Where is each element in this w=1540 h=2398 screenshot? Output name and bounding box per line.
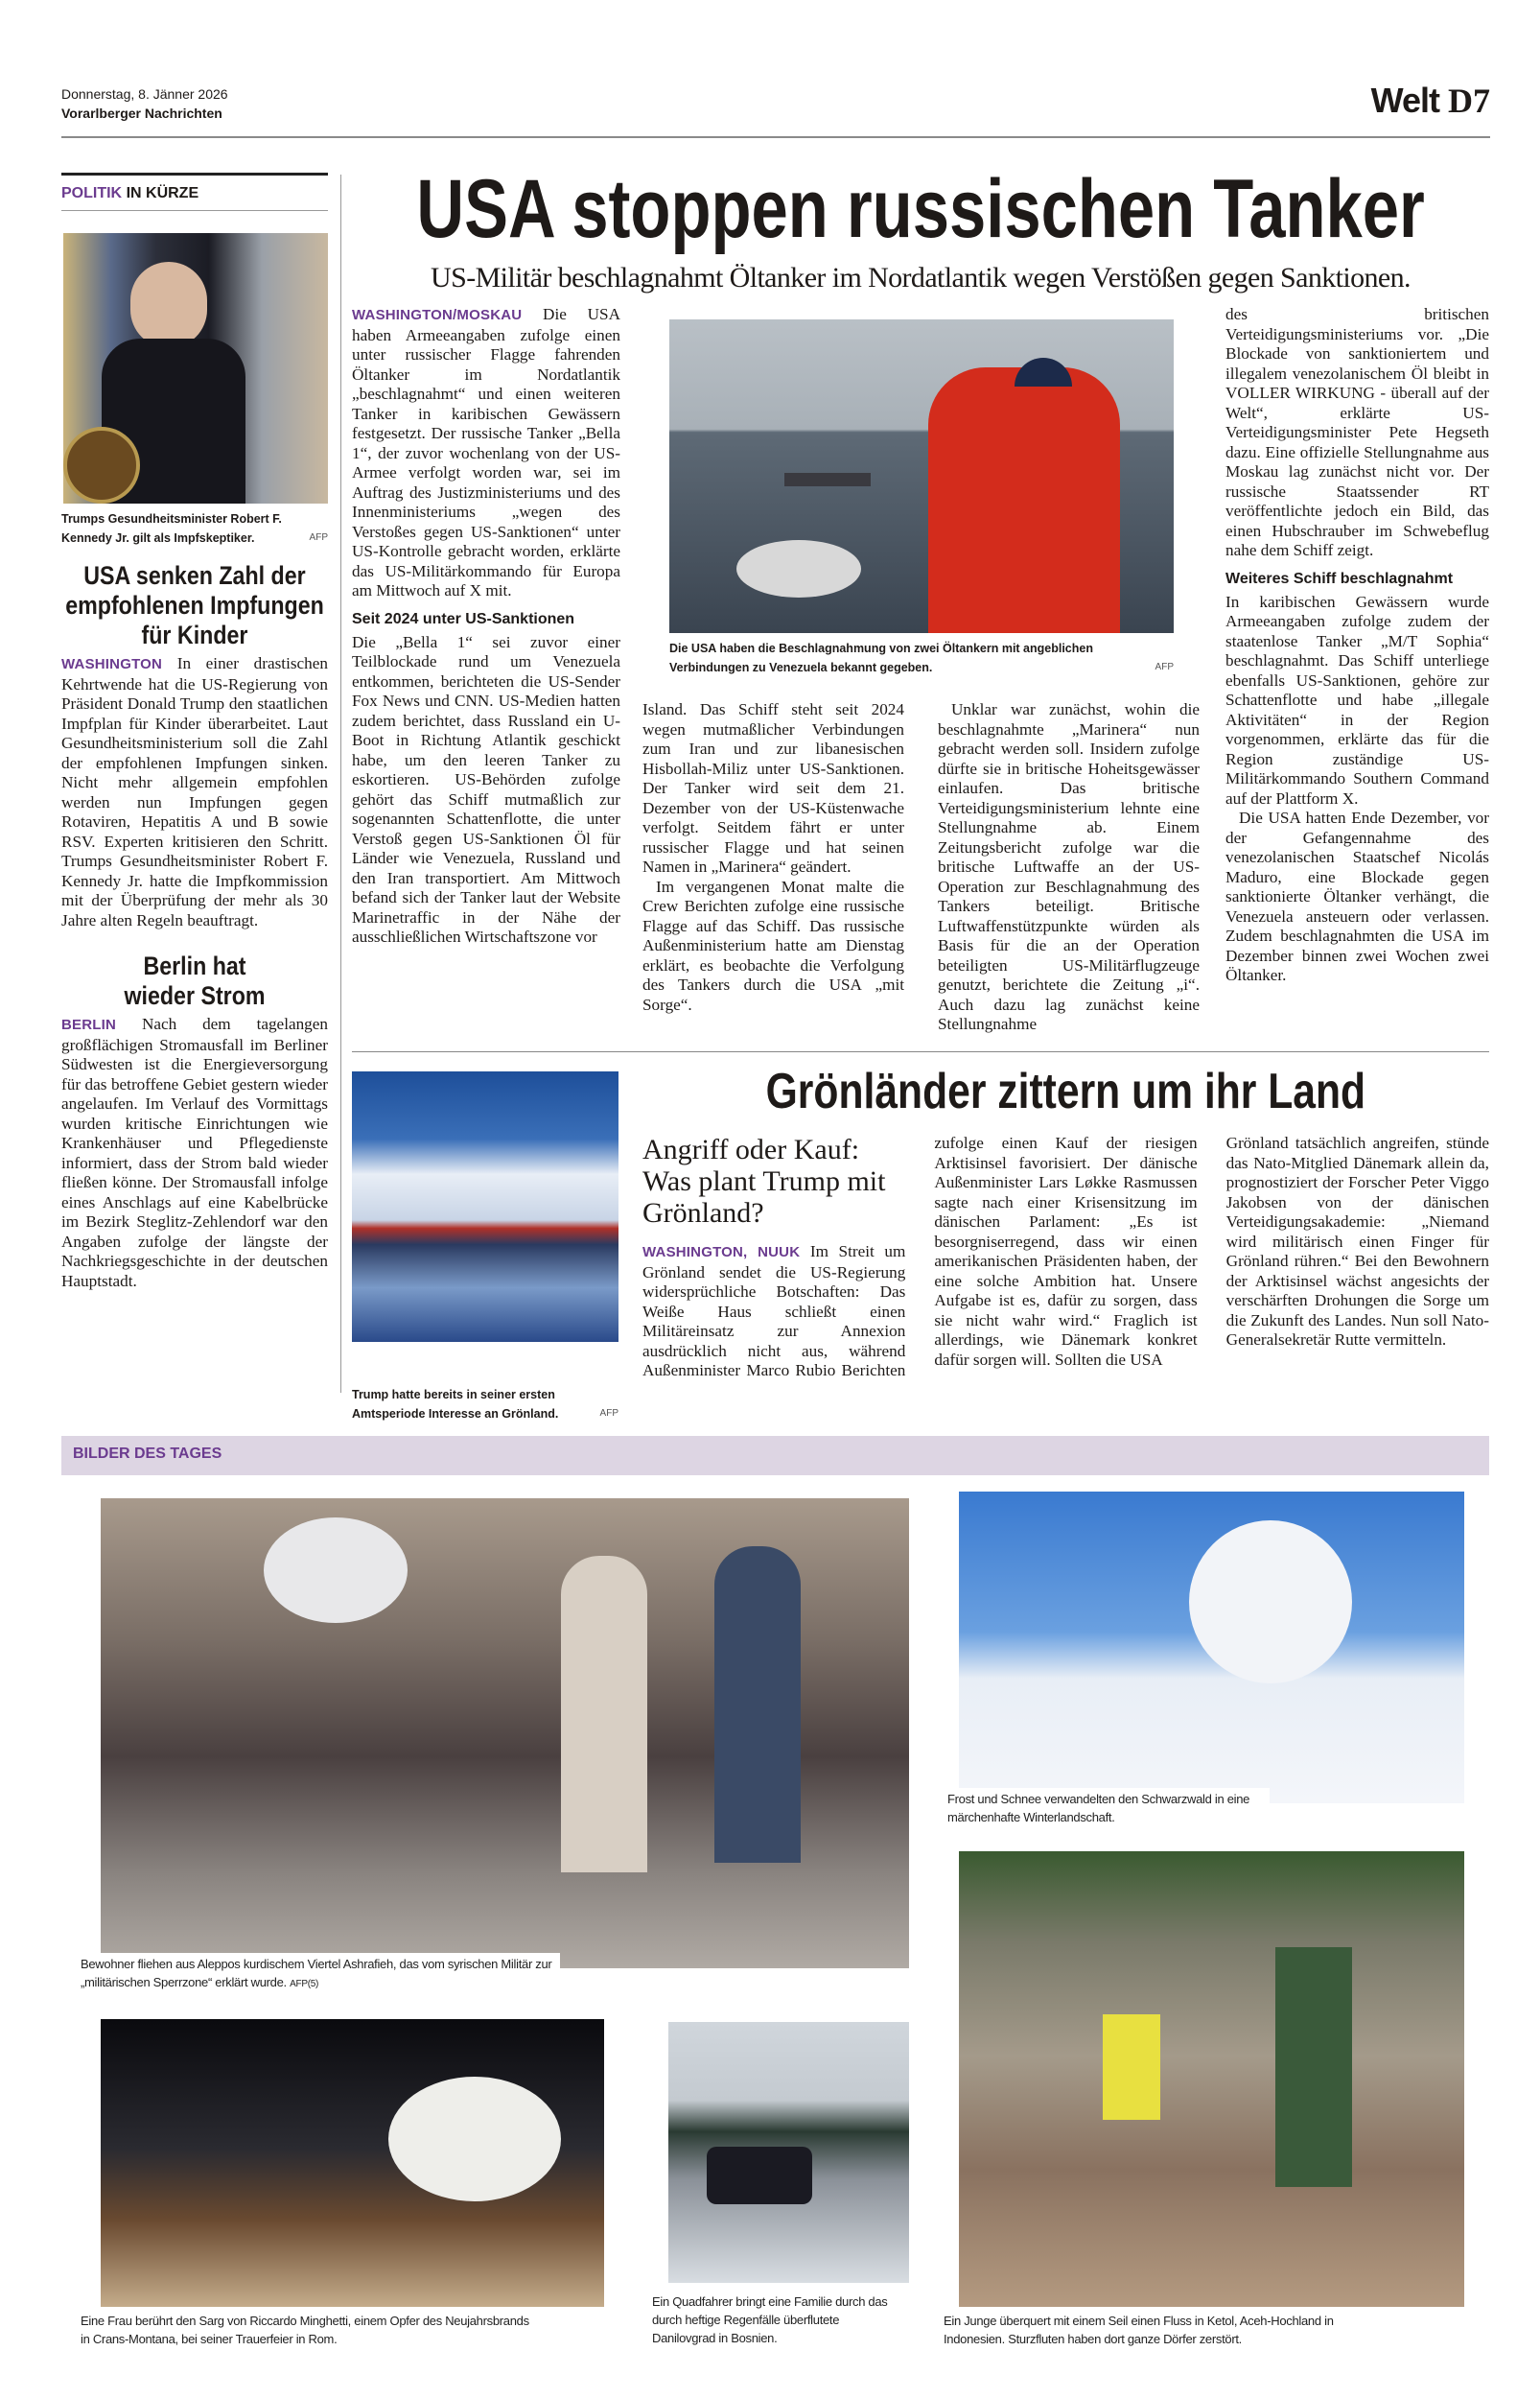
issue-date: Donnerstag, 8. Jänner 2026 (61, 86, 228, 102)
story-vaccine-headline: USA senken Zahl der empfohlenen Impfungen für Kinder (65, 561, 324, 649)
lead-column-4: des britischen Verteidigungsministeriums vor. „Die Blockade von sanktioniertem und illegalem venezolanischem Öl bleibt in VOLLER WIRKUNG - überall auf der Welt“, erklärte US-Verteidigungsminister Pete Hegseth dazu. Eine offizielle Stellungnahme aus Moskau lag zunächst nicht vor. Der russische Staatssender RT veröffentlichte jedoch ein Bild, das einen Hubschrauber im Schwebeflug nahe dem Schiff zeigt. Weiteres Schiff beschlagnahmt In karibischen Gewässern wurde Armeeangaben zufolge zudem der staatenlose Tanker „M/T Sophia“ beschlagnahmt. Das Schiff unterliege ebenfalls US-Sanktionen, gehöre zur Schattenflotte und habe „illegale Aktivitäten“ in der Region vorgenommen, erklärte das für die Region zuständige US-Militärkommando Southern Command auf der Plattform X. Die USA hatten Ende Dezember, vor der Gefangennahme des venezolanischen Staatschef Nicolás Maduro, eine Blockade gegen sanktionierte Öltanker verhängt, die Venezuela ansteuern oder verlassen. Zudem beschlagnahmten die USA im Dezember binnen zwei Wochen zwei Öltanker. (1225, 305, 1489, 984)
aleppo-caption: Bewohner fliehen aus Aleppos kurdischem Viertel Ashrafieh, das vom syrischen Militär zur „militärischen Sperrzone“ erklärt wurde. AFP(5) (81, 1953, 560, 1995)
lead-headline: USA stoppen russischen Tanker (416, 163, 1425, 255)
funeral-caption: Eine Frau berührt den Sarg von Riccardo Minghetti, einem Opfer des Neujahrsbrands in Crans-Montana, bei seiner Trauerfeier in Rom. (81, 2312, 531, 2348)
greenland-photo (352, 1071, 618, 1342)
greenland-location: WASHINGTON, NUUK (642, 1244, 801, 1260)
lead-subhead-second-ship: Weiteres Schiff beschlagnahmt (1225, 570, 1454, 587)
paper-name: Vorarlberger Nachrichten (61, 106, 222, 121)
quad-caption: Ein Quadfahrer bringt eine Familie durch das durch heftige Regenfälle überflutete Danilovgrad in Bosnien. (652, 2292, 892, 2347)
sidebar-label-kurz: IN KÜRZE (126, 185, 199, 201)
black-forest-photo (959, 1492, 1464, 1803)
header-rule (61, 136, 1490, 138)
lead-subheadline: US-Militär beschlagnahmt Öltanker im Nordatlantik wegen Verstößen gegen Sanktionen. (431, 262, 1411, 294)
sidebar-heading (61, 173, 328, 211)
kennedy-photo-caption: Trumps Gesundheitsminister Robert F. Kennedy Jr. gilt als Impfskeptiker. AFP (61, 512, 328, 545)
greenland-paragraph-2: Grönland tatsächlich angreifen, stünde das Nato-Mitglied Dänemark allein da, prognostiziert der Forscher Peter Viggo Jakobsen von der dänischen Verteidigungsakademie: „Niemand wird militärisch einen Finger für Grönland rühren.“ Bei den Bewohnern der Arktisinsel wächst angesichts der verschärften Drohungen die Sorge um die Zukunft des Landes. Nun soll Nato-Generalsekretär Rutte vermitteln. (1225, 1134, 1489, 1349)
column-rule (340, 175, 341, 1393)
lead-column-1: WASHINGTON/MOSKAU Die USA haben Armeeangaben zufolge einen unter russischer Flagge fahrenden Öltanker im Nordatlantik „beschlagnahmt“ und einen weiteren Tanker in karibischen Gewässern festgesetzt. Der russische Tanker „Bella 1“, der zuvor wochenlang von der US-Armee verfolgt worden war, sei im Auftrag des Justizministeriums und des Innenministeriums „wegen des Verstoßes gegen US-Sanktionen“ unter US-Kontrolle gebracht worden, erklärte das US-Militärkommando für Europa am Mittwoch auf X mit. Seit 2024 unter US-Sanktionen Die „Bella 1“ sei zuvor einer Teilblockade rund um Venezuela entkommen, berichteten die US-Sender Fox News und CNN. US-Medien hatten zudem berichtet, dass Russland ein U-Boot in Richtung Atlantik geschickt habe, um den leeren Tanker zu eskortieren. US-Behörden zufolge gehört das Schiff mutmaßlich zur sogenannten Schattenflotte, die unter Verstoß gegen US-Sanktionen Öl für Länder wie Venezuela, Russland und den Iran transportiert. Am Mittwoch befand sich der Tanker laut der Website Marinetraffic in der Nähe der ausschließlichen Wirtschaftszone vor (352, 305, 620, 946)
coast-guard-photo (669, 319, 1174, 633)
river-photo (959, 1851, 1464, 2307)
section-label (1371, 81, 1490, 121)
lead-column-2: Island. Das Schiff steht seit 2024 wegen mutmaßlicher Verbindungen zum Iran und zur libanesischen Hisbollah-Miliz unter US-Sanktionen. Der Tanker wird seit dem 21. Dezember von der US-Küstenwache verfolgt. Seitdem fährt er unter russischer Flagge und hat seinen Namen in „Marinera“ geändert. Im vergangenen Monat malte die Crew Berichten zufolge eine russische Flagge auf das Schiff. Das russische Außenministerium hatte am Dienstag erklärt, es beobachte die Verfolgung des Tankers durch die USA „mit Sorge“. (642, 700, 904, 1014)
greenland-headline: Grönländer zittern um ihr Land (765, 1064, 1366, 1119)
story-vaccine-body: WASHINGTON In einer drastischen Kehrtwende hat die US-Regierung von Präsident Donald Trump den staatlichen Impfplan für Kinder überarbeitet. Laut Gesundheitsministerium soll die Zahl der empfohlenen Impfungen sinken. Nicht mehr allgemein empfohlen werden nun Impfungen gegen Rotaviren, Hepatitis A und B sowie RSV. Experten kritisieren den Schritt. Trumps Gesundheitsminister Robert F. Kennedy Jr. hatte die Impfkommission mit der Überprüfung der mehr als 30 Jahre alten Regeln beauftragt. (61, 654, 328, 929)
greenland-text (642, 1134, 1489, 1381)
aleppo-photo (101, 1498, 909, 1968)
section-name: Welt (1370, 81, 1439, 120)
river-caption: Ein Junge überquert mit einem Seil einen Fluss in Ketol, Aceh-Hochland in Indonesien. Sturzfluten haben dort ganze Dörfer zerstört. (944, 2314, 1334, 2346)
black-forest-caption: Frost und Schnee verwandelten den Schwarzwald in eine märchenhafte Winterlandschaft. (944, 1788, 1270, 1828)
quad-photo (668, 2022, 909, 2283)
page-number: D7 (1448, 82, 1490, 120)
masthead (61, 84, 228, 123)
greenland-photo-caption: Trump hatte bereits in seiner ersten Amtsperiode Interesse an Grönland. AFP (352, 1388, 618, 1421)
greenland-subheadline: Angriff oder Kauf: Was plant Trump mit Grönland? (642, 1134, 886, 1229)
story-berlin-headline: Berlin hat wieder Strom (124, 952, 266, 1010)
lead-column-3: Unklar war zunächst, wohin die beschlagnahmte „Marinera“ nun gebracht werden soll. Insidern zufolge dürfte sie in britische Hoheitsgewässer einlaufen. Das britische Verteidigungsministerium lehnte eine Stellungnahme ab. Einem Zeitungsbericht zufolge war die britische Luftwaffe an der US-Operation zur Beschlagnahmung des Tankers beteiligt. Britische Luftwaffenstützpunkte würden als Basis für die an der Operation beteiligten US-Militärflugzeuge genutzt, berichtete die Zeitung „i“. Auch dazu lag zunächst keine Stellungnahme (938, 700, 1200, 1033)
story-berlin-body: BERLIN Nach dem tagelangen großflächigen Stromausfall im Berliner Südwesten ist die Energieversorgung für das betroffene Gebiet gestern wieder angelaufen. Im Verlauf des Vormittags wurden kritische Einrichtungen wie Krankenhäuser und Pflegedienste informiert, dass der Strom bald wieder fließen könne. Der Stromausfall infolge eines Anschlags auf eine Kabelbrücke im Bezirk Steglitz-Zehlendorf war den Angaben zufolge der längste der Nachkriegsgeschichte in der deutschen Hauptstadt. (61, 1015, 329, 1290)
pictures-band: BILDER DES TAGES (61, 1436, 1489, 1475)
coast-guard-caption: Die USA haben die Beschlagnahmung von zwei Öltankern mit angeblichen Verbindungen zu Venezuela bekannt gegeben. AFP (669, 642, 1174, 674)
greenland-paragraph-1: Im Streit um Grönland sendet die US-Regierung widersprüchliche Botschaften: Das Weiße Haus schließt einen Militäreinsatz zur Annexion ausdrücklich nicht aus, während Außenminister Marco Rubio Berichten zufolge einen Kauf der riesigen Arktisinsel favorisiert. Der dänische Außenminister Lars Løkke Rasmussen sagte nach einer Krisensitzung im dänischen Parlament: „Es ist besorgniserregend, dass wir einen amerikanischen Präsidenten haben, der eine solche Ambition hat. Unsere Aufgabe ist es, dafür zu sorgen, dass sie nicht wahr wird.“ Fraglich ist allerdings, wie Dänemark konkret dafür sorgen will. Sollten die USA (642, 1134, 1198, 1379)
funeral-photo (101, 2019, 604, 2307)
article-rule (352, 1051, 1489, 1052)
sidebar-label-politik: POLITIK (61, 185, 123, 201)
kennedy-photo (63, 233, 328, 504)
sidebar-politik (61, 173, 328, 1291)
lead-subhead-sanctions: Seit 2024 unter US-Sanktionen (352, 610, 575, 627)
